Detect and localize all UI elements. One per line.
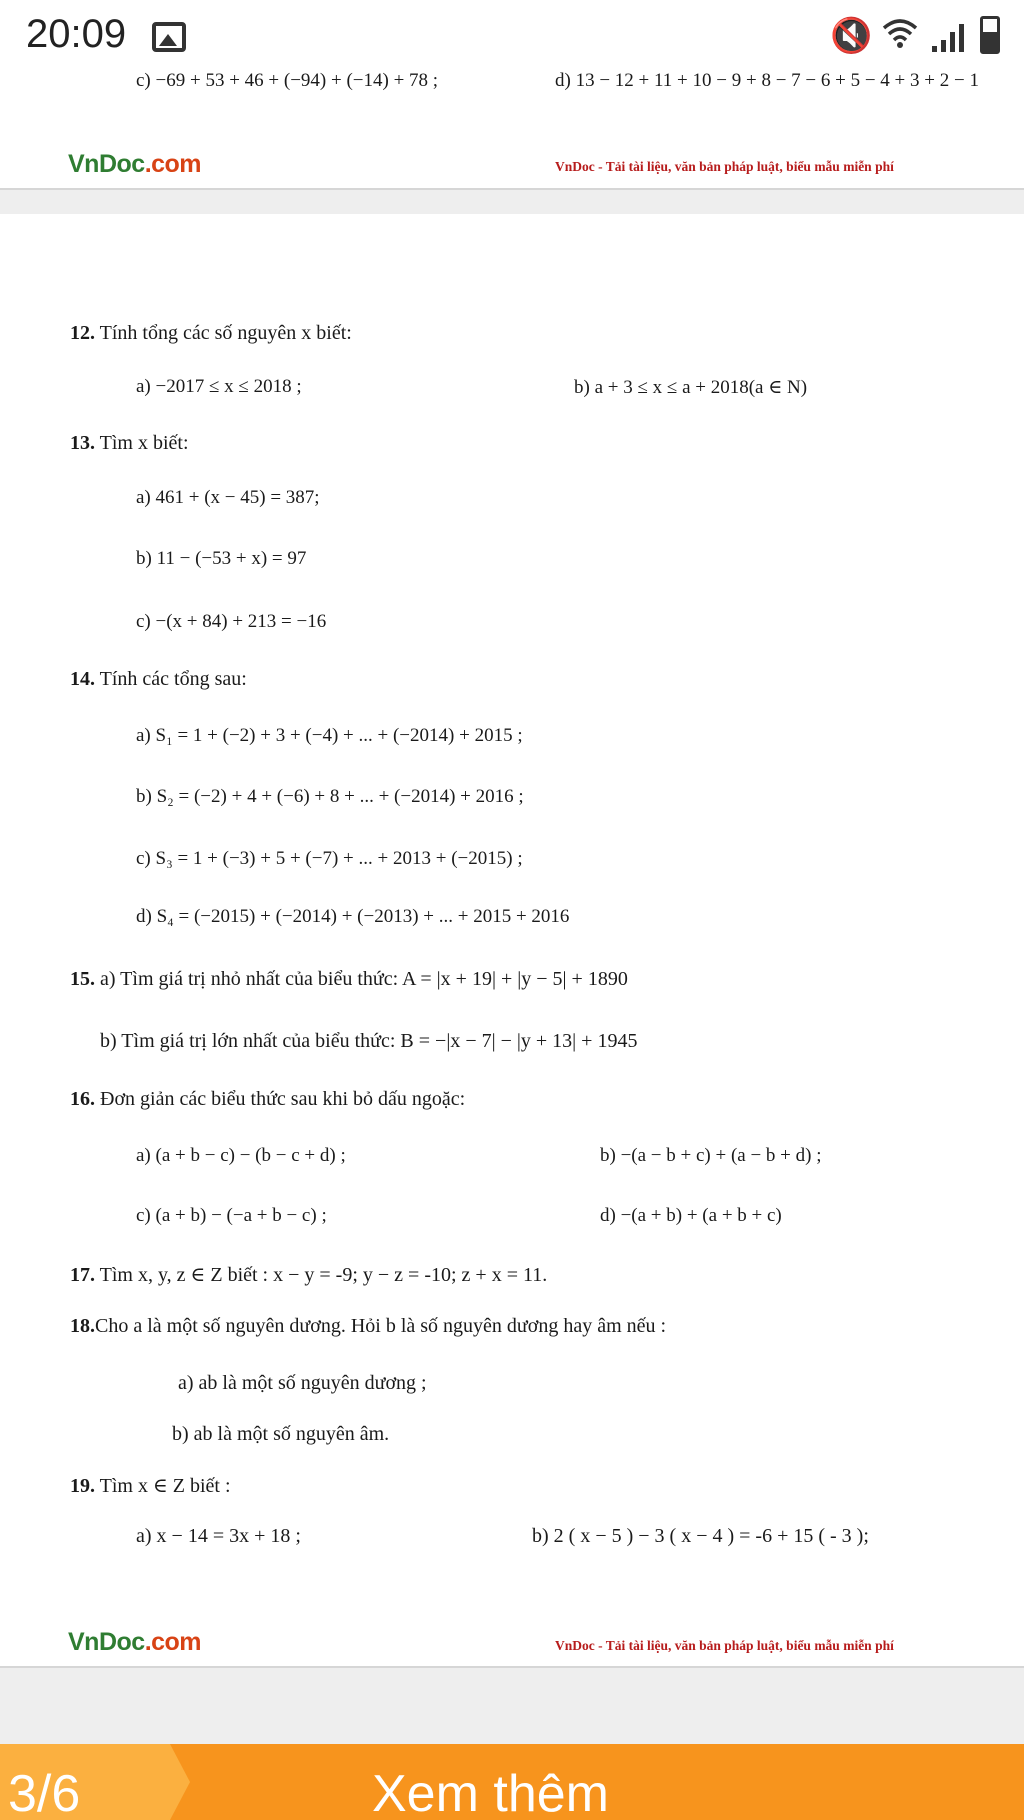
problem-13-b: b) 11 − (−53 + x) = 97 <box>136 548 307 569</box>
page-separator <box>0 188 1024 214</box>
gallery-icon <box>152 22 186 52</box>
status-clock: 20:09 <box>26 12 127 56</box>
problem-12-title: 12. Tính tổng các số nguyên x biết: <box>70 322 352 344</box>
problem-12-a: a) −2017 ≤ x ≤ 2018 ; <box>136 376 302 397</box>
problem-14-title: 14. Tính các tổng sau: <box>70 668 247 690</box>
vndoc-logo: VnDoc.com <box>68 150 202 178</box>
problem-13-c: c) −(x + 84) + 213 = −16 <box>136 611 327 632</box>
problem-18-b: b) ab là một số nguyên âm. <box>172 1423 390 1445</box>
problem-19-a: a) x − 14 = 3x + 18 ; <box>136 1525 301 1547</box>
problem-14-d: d) S₄ = (−2015) + (−2014) + (−2013) + ... + 2015 + 2016 <box>136 906 570 927</box>
problem-14-b: b) S₂ = (−2) + 4 + (−6) + 8 + ... + (−2014) + 2016 ; <box>136 786 524 807</box>
problem-15-a: 15. a) Tìm giá trị nhỏ nhất của biểu thức: A = |x + 19| + |y − 5| + 1890 <box>70 968 628 990</box>
prev-problem-c: c) −69 + 53 + 46 + (−94) + (−14) + 78 ; <box>136 70 439 91</box>
problem-14-c: c) S₃ = 1 + (−3) + 5 + (−7) + ... + 2013 + (−2015) ; <box>136 848 523 869</box>
problem-16-title: 16. Đơn giản các biểu thức sau khi bỏ dấu ngoặc: <box>70 1088 466 1110</box>
problem-16-b: b) −(a − b + c) + (a − b + d) ; <box>600 1145 822 1166</box>
problem-13-a: a) 461 + (x − 45) = 387; <box>136 487 320 508</box>
mute-icon: 🔇 <box>830 16 873 56</box>
problem-16-d: d) −(a + b) + (a + b + c) <box>600 1205 782 1226</box>
problem-13-title: 13. Tìm x biết: <box>70 432 189 454</box>
problem-19-title: 19. Tìm x ∈ Z biết : <box>70 1475 231 1497</box>
problem-18-a: a) ab là một số nguyên dương ; <box>178 1372 427 1394</box>
status-bar <box>0 0 1024 78</box>
bottom-bar <box>0 1744 1024 1820</box>
page-footer-tagline: VnDoc - Tải tài liệu, văn bản pháp luật, biểu mẫu miễn phí <box>555 159 894 174</box>
wifi-icon <box>880 14 920 59</box>
problem-15-b: b) Tìm giá trị lớn nhất của biểu thức: B = −|x − 7| − |y + 13| + 1945 <box>100 1030 638 1052</box>
problem-12-b: b) a + 3 ≤ x ≤ a + 2018(a ∈ N) <box>574 377 808 398</box>
problem-17: 17. Tìm x, y, z ∈ Z biết : x − y = -9; y − z = -10; z + x = 11. <box>70 1264 548 1286</box>
problem-16-c: c) (a + b) − (−a + b − c) ; <box>136 1205 327 1226</box>
problem-14-a: a) S₁ = 1 + (−2) + 3 + (−4) + ... + (−2014) + 2015 ; <box>136 725 523 746</box>
vndoc-logo-footer: VnDoc.com <box>68 1628 202 1656</box>
page-separator-2 <box>0 1666 1024 1746</box>
problem-18-title: 18.Cho a là một số nguyên dương. Hỏi b là số nguyên dương hay âm nếu : <box>70 1315 667 1337</box>
battery-icon <box>980 16 1000 54</box>
prev-problem-d: d) 13 − 12 + 11 + 10 − 9 + 8 − 7 − 6 + 5 − 4 + 3 + 2 − 1 <box>555 70 979 91</box>
page-indicator <box>0 1744 170 1820</box>
see-more-button[interactable]: Xem thêm <box>372 1765 609 1820</box>
page-indicator-text: 3/6 <box>8 1765 81 1820</box>
signal-icon <box>932 22 974 52</box>
page-footer-tagline-2: VnDoc - Tải tài liệu, văn bản pháp luật, biểu mẫu miễn phí <box>555 1638 894 1653</box>
problem-16-a: a) (a + b − c) − (b − c + d) ; <box>136 1145 346 1166</box>
problem-19-b: b) 2 ( x − 5 ) − 3 ( x − 4 ) = -6 + 15 ( - 3 ); <box>532 1525 869 1547</box>
